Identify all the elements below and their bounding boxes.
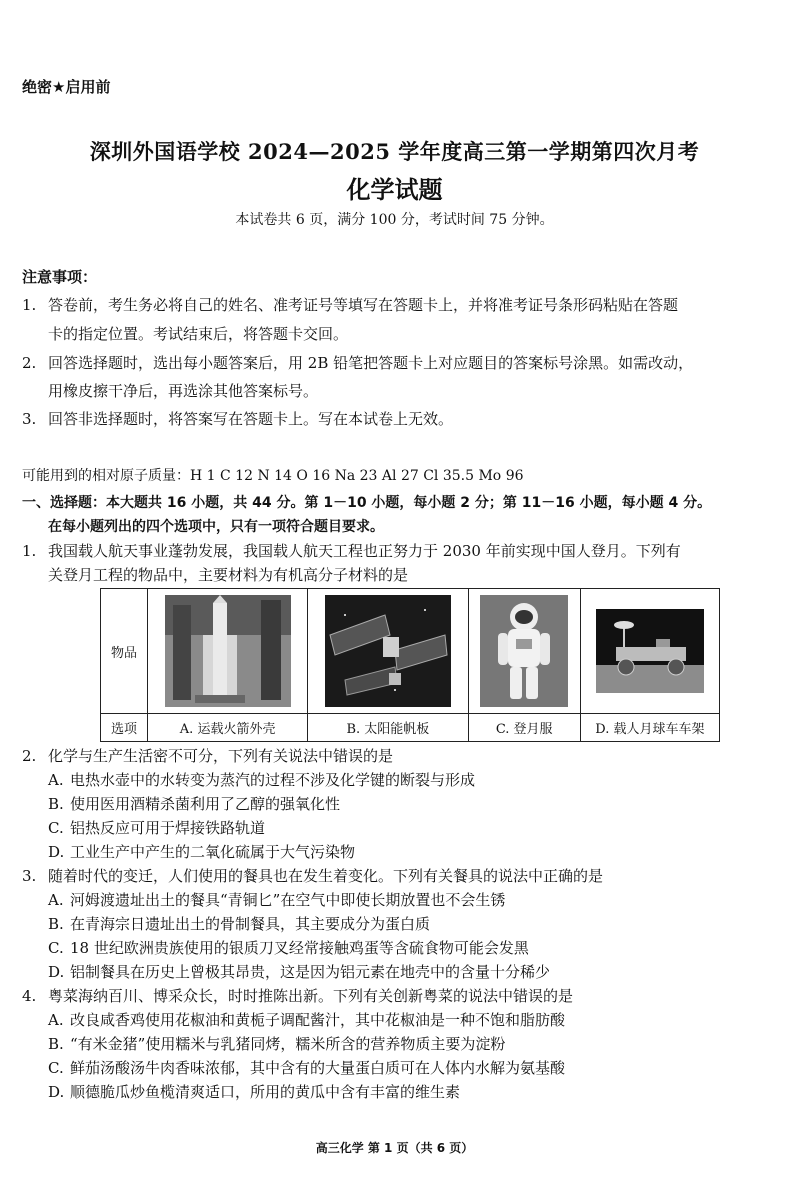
notice-heading: 注意事项：	[22, 268, 98, 286]
notice-text-continued: 用橡皮擦干净后，再选涂其他答案标号。	[48, 382, 319, 400]
option-letter: D.	[48, 963, 65, 981]
option-a	[48, 770, 475, 790]
option-letter: B.	[48, 795, 64, 813]
option-letter: B.	[48, 1035, 64, 1053]
option-text: 工业生产中产生的二氧化硫属于大气污染物	[70, 843, 356, 861]
items-table	[100, 588, 720, 742]
exam-info: 本试卷共 6 页，满分 100 分，考试时间 75 分钟。	[235, 212, 554, 228]
option-c	[48, 818, 265, 838]
notice-text-continued: 卡的指定位置。考试结束后，将答题卡交回。	[48, 325, 349, 343]
option-letter: A.	[48, 771, 64, 789]
image-cell-a	[148, 589, 308, 714]
notice-text: 回答非选择题时，将答案写在答题卡上。写在本试卷上无效。	[48, 410, 454, 428]
notice-item-3	[22, 409, 453, 429]
items-row-header: 物品	[101, 589, 148, 714]
items-image-row	[101, 589, 720, 714]
question-stem-continued: 关登月工程的物品中，主要材料为有机高分子材料的是	[48, 566, 409, 584]
option-text: 在青海宗日遗址出土的骨制餐具，其主要成分为蛋白质	[70, 915, 431, 933]
question-stem: 随着时代的变迁，人们使用的餐具也在发生着变化。下列有关餐具的说法中正确的是	[48, 867, 604, 885]
option-text: “有米金猪”使用糯米与乳猪同烤，糯米所含的营养物质主要为淀粉	[70, 1035, 506, 1053]
option-text: 18 世纪欧洲贵族使用的银质刀叉经常接触鸡蛋等含硫食物可能会发黑	[70, 939, 529, 957]
items-label-row	[101, 714, 720, 742]
option-text: 铝热反应可用于焊接铁路轨道	[70, 819, 266, 837]
option-b	[48, 914, 430, 934]
option-b	[48, 794, 340, 814]
image-cell-d	[580, 589, 719, 714]
option-c	[48, 938, 529, 958]
option-letter: D.	[48, 843, 65, 861]
option-letter: C.	[48, 1059, 64, 1077]
question-stem: 粤菜海纳百川、博采众长，时时推陈出新。下列有关创新粤菜的说法中错误的是	[48, 987, 574, 1005]
question-number: 4.	[22, 987, 37, 1005]
question-stem: 化学与生产生活密不可分，下列有关说法中错误的是	[48, 747, 394, 765]
image-cell-c	[468, 589, 580, 714]
question-number: 3.	[22, 867, 37, 885]
question-stem: 我国载人航天事业蓬勃发展，我国载人航天工程也正努力于 2030 年前实现中国人登月。下列有	[48, 542, 681, 560]
notice-number: 1.	[22, 296, 37, 314]
option-text: 铝制餐具在历史上曾极其昂贵，这是因为铝元素在地壳中的含量十分稀少	[70, 963, 551, 981]
option-text: 鲜茄汤酸汤牛肉香味浓郁，其中含有的大量蛋白质可在人体内水解为氨基酸	[70, 1059, 566, 1077]
page-footer: 高三化学 第 1 页（共 6 页）	[315, 1141, 474, 1155]
subject-title: 化学试题	[346, 175, 443, 204]
notice-number: 3.	[22, 410, 37, 428]
notice-item-1	[22, 295, 678, 315]
option-d	[48, 1082, 460, 1102]
question-2	[22, 746, 393, 766]
option-a	[48, 1010, 565, 1030]
option-text: 河姆渡遗址出土的餐具“青铜匕”在空气中即使长期放置也不会生锈	[70, 891, 506, 909]
options-row-header: 选项	[101, 714, 148, 742]
notice-text: 答卷前，考生务必将自己的姓名、准考证号等填写在答题卡上，并将准考证号条形码粘贴在答题	[48, 296, 679, 314]
option-d	[48, 842, 355, 862]
notice-text: 回答选择题时，选出每小题答案后，用 2B 铅笔把答题卡上对应题目的答案标号涂黑。如需改动，	[48, 354, 694, 372]
notice-item-2	[22, 353, 693, 373]
option-b-label: B. 太阳能帆板	[308, 714, 468, 742]
option-d-label: D. 载人月球车车架	[580, 714, 719, 742]
question-number: 1.	[22, 542, 37, 560]
option-d	[48, 962, 550, 982]
lunar-rover-image	[596, 609, 704, 693]
option-c-label: C. 登月服	[468, 714, 580, 742]
option-letter: D.	[48, 1083, 65, 1101]
option-text: 使用医用酒精杀菌利用了乙醇的强氧化性	[70, 795, 341, 813]
option-letter: C.	[48, 819, 64, 837]
rocket-image	[165, 595, 291, 707]
option-letter: A.	[48, 891, 64, 909]
option-text: 顺德脆瓜炒鱼榄清爽适口，所用的黄瓜中含有丰富的维生素	[70, 1083, 461, 1101]
option-a-label: A. 运载火箭外壳	[148, 714, 308, 742]
question-number: 2.	[22, 747, 37, 765]
section-instruction: 在每小题列出的四个选项中，只有一项符合题目要求。	[48, 519, 384, 535]
option-text: 改良咸香鸡使用花椒油和黄栀子调配酱汁，其中花椒油是一种不饱和脂肪酸	[70, 1011, 566, 1029]
notice-number: 2.	[22, 354, 37, 372]
option-c	[48, 1058, 565, 1078]
option-a	[48, 890, 505, 910]
confidential-mark: 绝密★启用前	[22, 78, 111, 96]
image-cell-b	[308, 589, 468, 714]
option-letter: C.	[48, 939, 64, 957]
section-heading: 一、选择题：本大题共 16 小题，共 44 分。第 1－10 小题，每小题 2 分；第 11－16 小题，每小题 4 分。	[22, 495, 712, 511]
option-text: 电热水壶中的水转变为蒸汽的过程不涉及化学键的断裂与形成	[70, 771, 476, 789]
atomic-masses: 可能用到的相对原子质量：H 1 C 12 N 14 O 16 Na 23 Al 27 Cl 35.5 Mo 96	[22, 468, 524, 484]
question-1	[22, 541, 681, 561]
option-letter: B.	[48, 915, 64, 933]
exam-title: 深圳外国语学校 2024—2025 学年度高三第一学期第四次月考	[89, 139, 700, 164]
question-4	[22, 986, 573, 1006]
spacesuit-image	[480, 595, 568, 707]
option-b	[48, 1034, 505, 1054]
question-3	[22, 866, 603, 886]
solar-panel-image	[325, 595, 451, 707]
option-letter: A.	[48, 1011, 64, 1029]
